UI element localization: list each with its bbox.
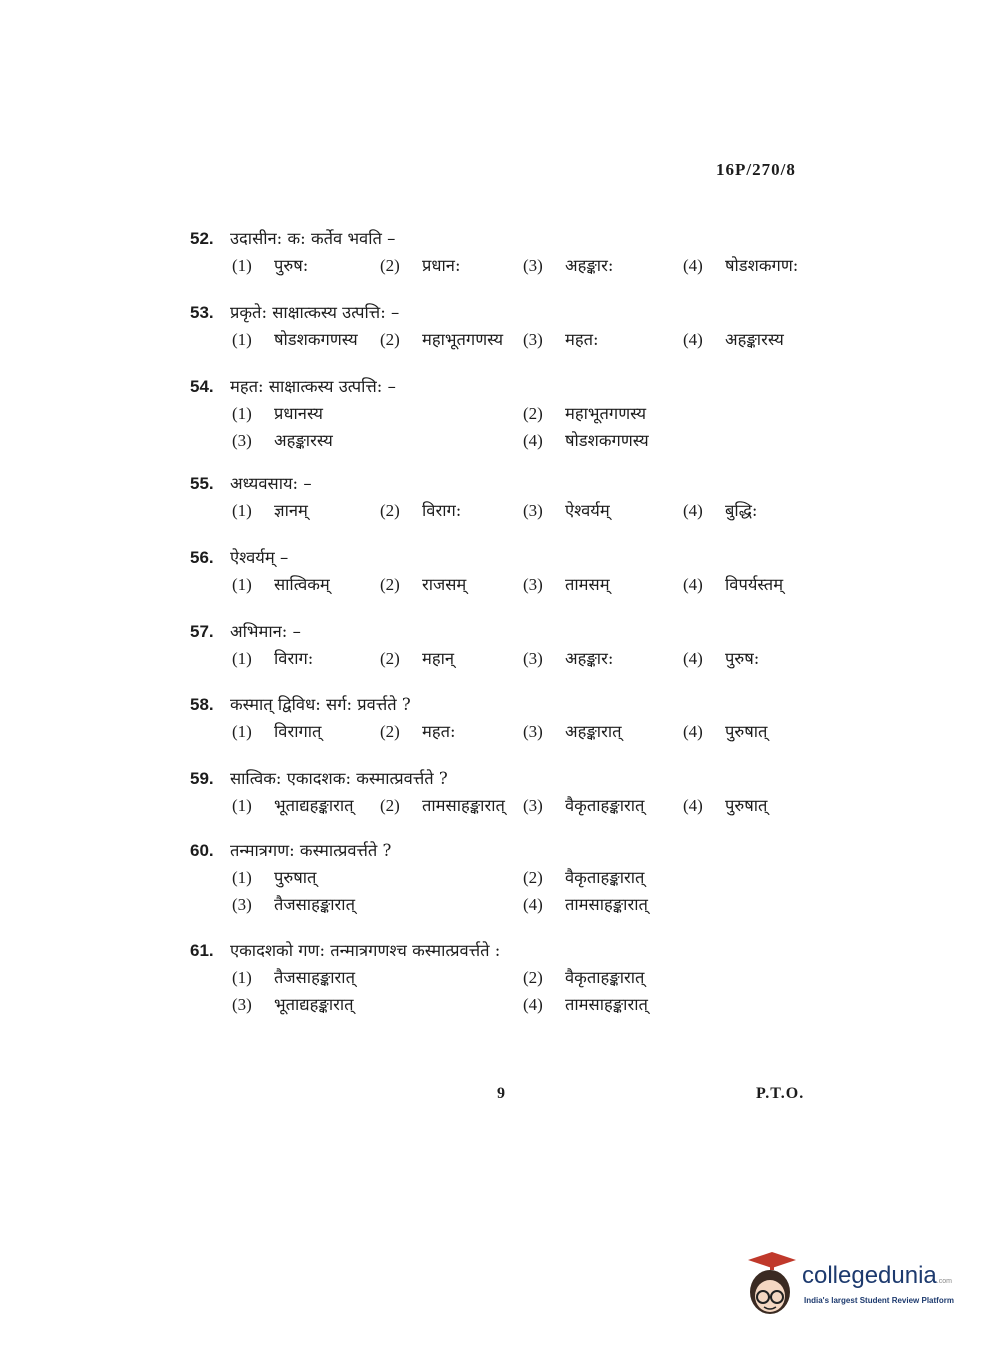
option-1 [232,719,321,742]
option-number: (2) [380,330,400,349]
option-3 [523,327,599,350]
option-3 [523,793,644,816]
option-number: (4) [683,256,703,275]
option-1 [232,572,330,595]
option-number: (4) [523,995,543,1014]
option-text: पुरुष: [725,649,760,668]
option-number: (1) [232,968,252,987]
option-number: (3) [523,722,543,741]
option-2 [380,646,454,669]
option-text: महाभूतगणस्य [565,404,647,423]
option-3 [523,719,622,742]
question-text: ऐश्वर्यम् – [230,548,289,567]
question-number: 60. [190,841,214,860]
question-text: उदासीन: क: कर्तेव भवति – [230,229,396,248]
option-text: ऐश्वर्यम् [565,501,610,520]
option-3 [232,992,354,1015]
question-stem [190,374,396,397]
question-text: एकादशको गण: तन्मात्रगणश्च कस्मात्प्रवर्त्तते : [230,941,501,960]
option-number: (4) [523,895,543,914]
option-text: ज्ञानम् [274,501,308,520]
option-2 [523,865,644,888]
option-2 [380,498,461,521]
option-text: महत: [565,330,599,349]
option-4 [523,992,648,1015]
option-1 [232,401,323,424]
option-number: (2) [380,501,400,520]
option-text: बुद्धि: [725,501,758,520]
question-stem [190,692,411,715]
option-number: (1) [232,256,252,275]
option-number: (3) [523,796,543,815]
option-number: (4) [683,575,703,594]
option-text: विपर्यस्तम् [725,575,784,594]
option-number: (3) [523,501,543,520]
option-text: विराग: [422,501,462,520]
option-number: (1) [232,501,252,520]
option-text: अहङ्कार: [565,256,614,275]
option-4 [683,572,783,595]
collegedunia-watermark [742,1250,970,1320]
option-text: राजसम् [422,575,467,594]
question-number: 52. [190,229,214,248]
question-stem [190,545,288,568]
option-2 [380,572,466,595]
question-stem [190,619,301,642]
question-number: 57. [190,622,214,641]
option-number: (3) [232,431,252,450]
question-stem [190,766,448,789]
question-text: सात्विक: एकादशक: कस्मात्प्रवर्त्तते ? [230,769,448,788]
option-text: तामसाहङ्कारात् [422,796,505,815]
question-stem [190,938,500,961]
option-number: (3) [523,256,543,275]
option-text: सात्विकम् [274,575,330,594]
option-text: विराग: [274,649,314,668]
option-text: तामसाहङ्कारात् [565,895,648,914]
option-text: वैकृताहङ्कारात् [565,968,645,987]
question-number: 54. [190,377,214,396]
option-4 [683,253,798,276]
option-number: (2) [380,796,400,815]
mascot-logo-icon [742,1250,800,1320]
option-text: तैजसाहङ्कारात् [274,895,355,914]
question-number: 58. [190,695,214,714]
question-text: महत: साक्षात्कस्य उत्पत्ति: – [230,377,396,396]
option-3 [523,572,610,595]
option-text: महाभूतगणस्य [422,330,504,349]
option-text: वैकृताहङ्कारात् [565,868,645,887]
option-3 [232,892,355,915]
option-text: विरागात् [274,722,322,741]
option-number: (4) [683,501,703,520]
option-2 [380,253,461,276]
option-number: (4) [683,722,703,741]
option-text: तैजसाहङ्कारात् [274,968,355,987]
option-3 [523,646,613,669]
brand-name: collegedunia.com [802,1262,952,1289]
option-number: (1) [232,722,252,741]
option-number: (3) [232,995,252,1014]
option-3 [523,253,613,276]
option-number: (2) [380,722,400,741]
option-2 [380,719,456,742]
option-1 [232,498,308,521]
option-number: (1) [232,404,252,423]
question-text: तन्मात्रगण: कस्मात्प्रवर्त्तते ? [230,841,392,860]
option-4 [683,498,757,521]
option-text: अहङ्कारस्य [725,330,784,349]
option-1 [232,793,354,816]
paper-code: 16P/270/8 [716,160,796,179]
option-number: (1) [232,796,252,815]
option-1 [232,865,316,888]
option-text: षोडशकगणस्य [274,330,358,349]
option-text: प्रधान: [422,256,461,275]
option-4 [683,793,767,816]
option-number: (3) [523,649,543,668]
option-text: भूताद्यहङ्कारात् [274,995,354,1014]
option-3 [523,498,610,521]
option-text: पुरुषात् [725,796,768,815]
option-number: (4) [523,431,543,450]
question-number: 59. [190,769,214,788]
option-text: अहङ्कार: [565,649,614,668]
option-text: षोडशकगण: [725,256,799,275]
option-1 [232,327,358,350]
question-text: कस्मात् द्विविध: सर्ग: प्रवर्त्तते ? [230,695,411,714]
option-text: तामसम् [565,575,610,594]
option-4 [683,719,767,742]
option-number: (1) [232,649,252,668]
option-number: (2) [380,575,400,594]
option-1 [232,965,355,988]
page-number: 9 [497,1085,505,1102]
option-number: (2) [523,968,543,987]
option-text: अहङ्कारात् [565,722,622,741]
question-stem [190,226,395,249]
option-text: महान् [422,649,455,668]
question-number: 61. [190,941,214,960]
option-2 [523,401,646,424]
brand-tagline: India's largest Student Review Platform [804,1296,954,1305]
option-2 [380,793,505,816]
question-stem [190,838,391,861]
option-text: भूताद्यहङ्कारात् [274,796,354,815]
question-number: 56. [190,548,214,567]
option-number: (2) [380,649,400,668]
option-text: तामसाहङ्कारात् [565,995,648,1014]
option-number: (2) [380,256,400,275]
question-text: अध्यवसाय: – [230,474,312,493]
option-number: (2) [523,404,543,423]
option-1 [232,646,313,669]
option-3 [232,428,333,451]
option-2 [523,965,644,988]
option-number: (3) [523,575,543,594]
option-text: षोडशकगणस्य [565,431,649,450]
question-text: अभिमान: – [230,622,301,641]
option-4 [523,892,648,915]
option-1 [232,253,308,276]
pto-label: P.T.O. [756,1085,805,1102]
option-text: महत: [422,722,456,741]
option-4 [683,327,784,350]
option-number: (4) [683,649,703,668]
option-number: (4) [683,796,703,815]
question-number: 53. [190,303,214,322]
option-number: (1) [232,868,252,887]
question-stem [190,471,312,494]
option-2 [380,327,503,350]
option-number: (3) [523,330,543,349]
option-number: (4) [683,330,703,349]
option-text: पुरुषात् [725,722,768,741]
option-4 [523,428,649,451]
option-text: अहङ्कारस्य [274,431,333,450]
option-number: (1) [232,575,252,594]
option-text: पुरुष: [274,256,309,275]
option-text: प्रधानस्य [274,404,323,423]
option-number: (2) [523,868,543,887]
question-stem [190,300,399,323]
option-text: वैकृताहङ्कारात् [565,796,645,815]
option-4 [683,646,759,669]
question-number: 55. [190,474,214,493]
option-number: (3) [232,895,252,914]
option-text: पुरुषात् [274,868,317,887]
option-number: (1) [232,330,252,349]
question-text: प्रकृते: साक्षात्कस्य उत्पत्ति: – [230,303,400,322]
